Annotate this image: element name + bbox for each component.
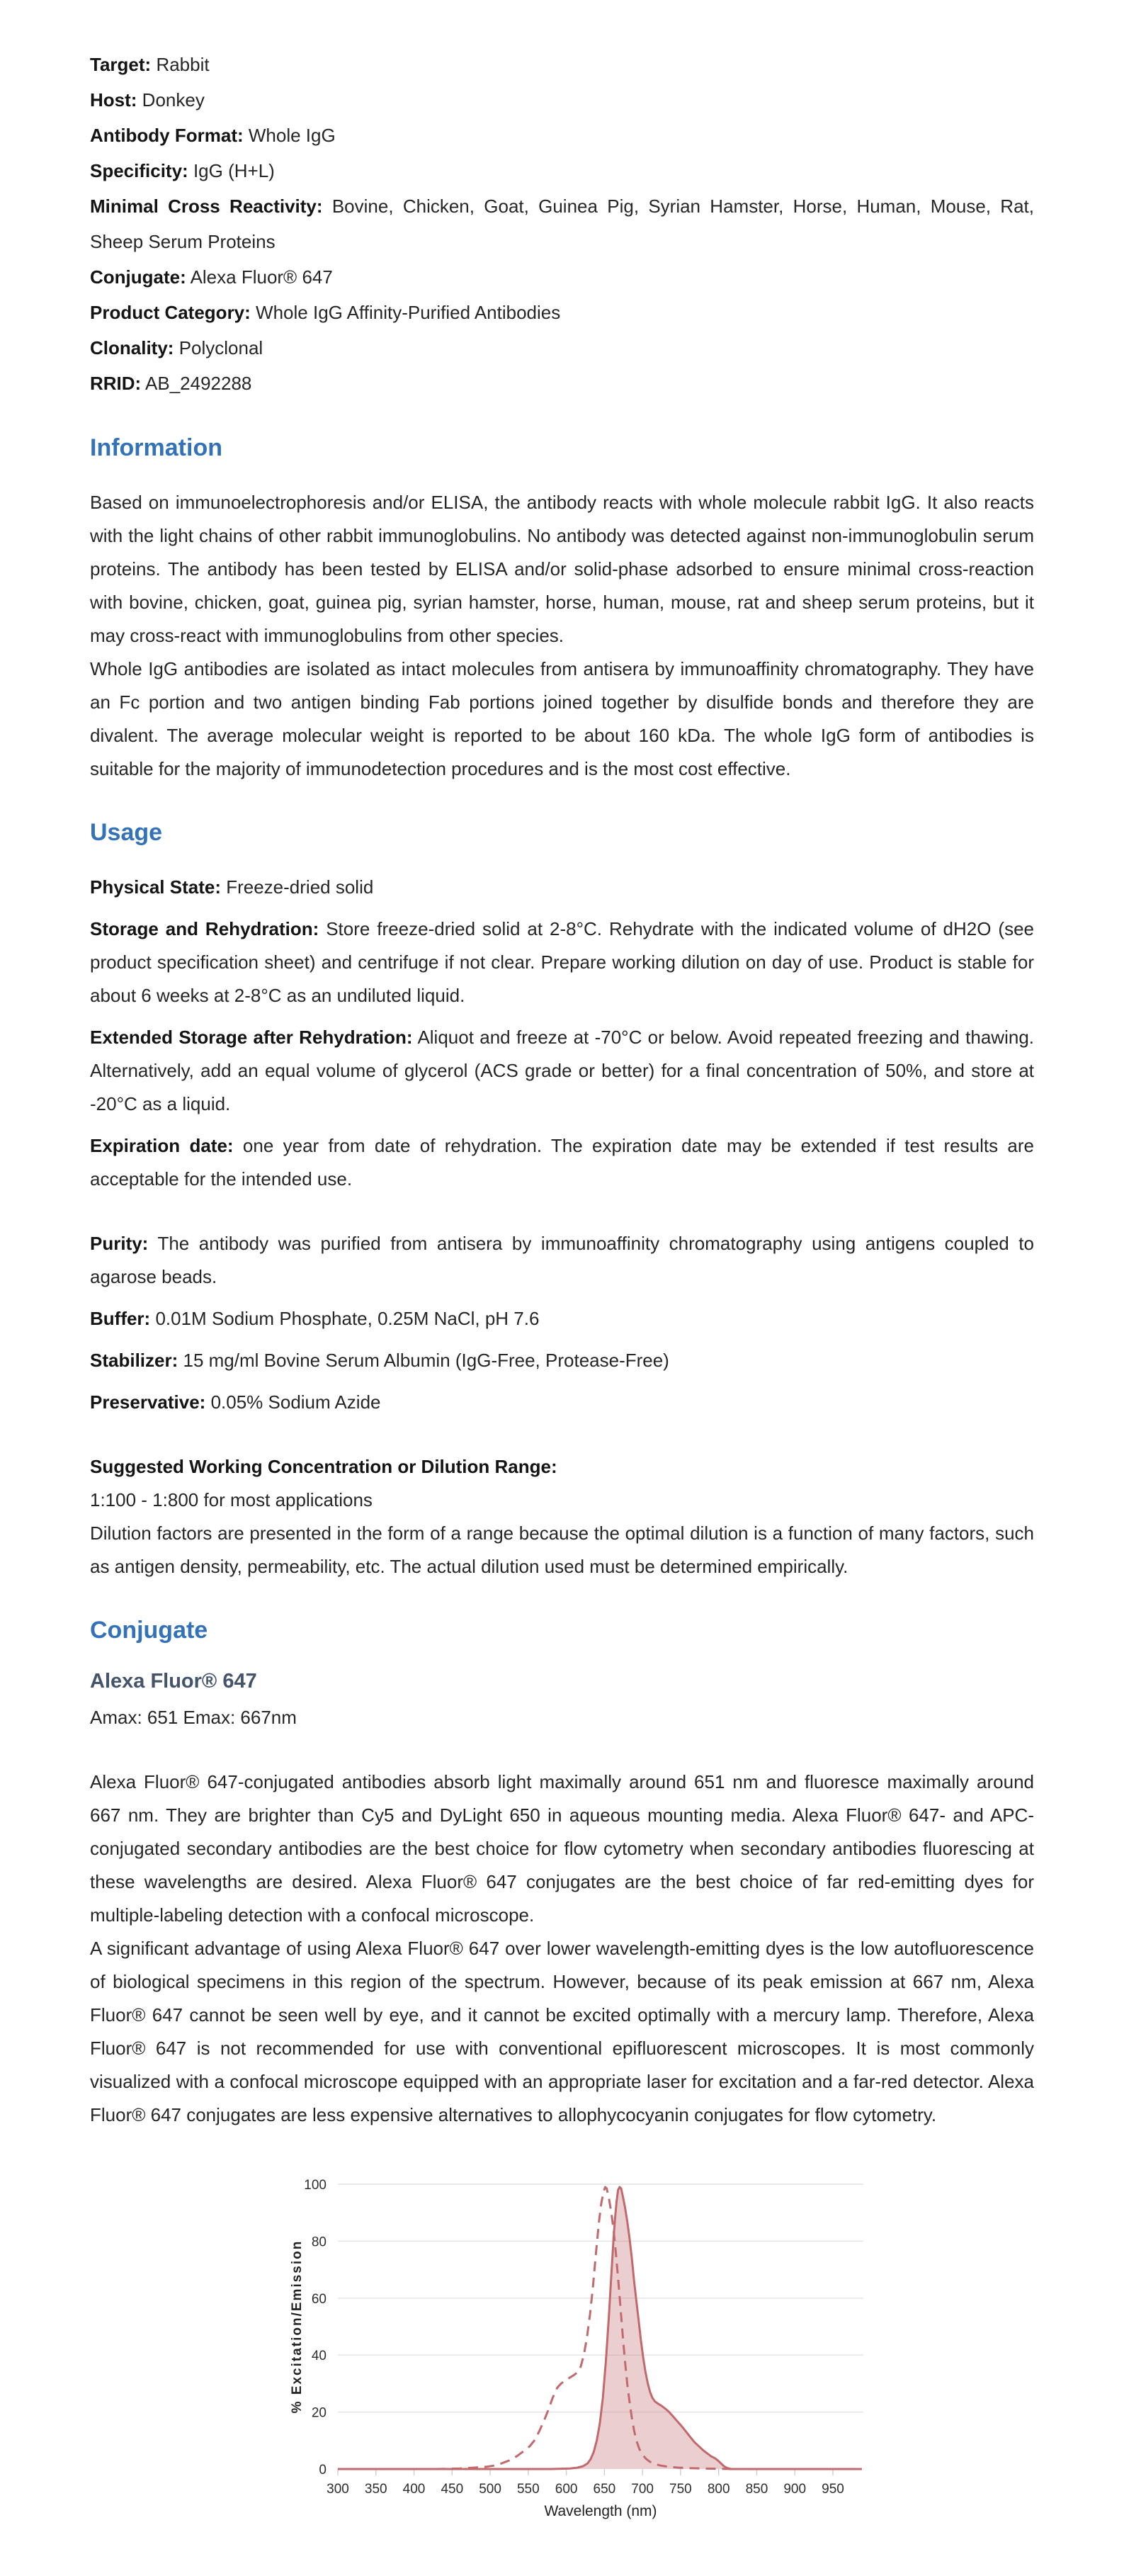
y-tick-label: 80: [311, 2235, 327, 2250]
spec-value: Bovine, Chicken, Goat, Guinea Pig, Syrian Hamster, Horse, Human, Mouse, Rat, Sheep Serum Proteins: [90, 196, 1034, 252]
usage-label: Preservative:: [90, 1391, 206, 1413]
section-heading-conjugate: Conjugate: [90, 1617, 208, 1644]
y-tick-label: 40: [311, 2349, 327, 2364]
spec-label: Specificity:: [90, 160, 188, 181]
conjugate-paragraph: Alexa Fluor® 647-conjugated antibodies absorb light maximally around 651 nm and fluoresce maximally around 667 nm. They are brighter than Cy5 and DyLight 650 in aqueous mounting media. Alexa Fluor® 647- and APC-conjugated secondary antibodies are the best choice for flow cytometry when secondary antibodies fluorescing at these wavelengths are desired. Alexa Fluor® 647 conjugates are the best choice of far red-emitting dyes for multiple-labeling detection with a confocal microscope.: [90, 1771, 1034, 1926]
x-tick-label: 700: [631, 2482, 654, 2497]
spec-row-specificity: [90, 153, 1034, 188]
y-tick-label: 60: [311, 2291, 327, 2307]
information-paragraph: Based on immunoelectrophoresis and/or ELISA, the antibody reacts with whole molecule rabbit IgG. It also reacts with the light chains of other rabbit immunoglobulins. No antibody was detected against non-immunoglobulin serum proteins. The antibody has been tested by ELISA and/or solid-phase adsorbed to ensure minimal cross-reaction with bovine, chicken, goat, guinea pig, syrian hamster, horse, human, mouse, rat and sheep serum proteins, but it may cross-react with immunoglobulins from other species.: [90, 492, 1034, 646]
usage-value: 0.01M Sodium Phosphate, 0.25M NaCl, pH 7.6: [155, 1308, 540, 1329]
usage-item-buffer: [90, 1302, 1034, 1335]
emission-curve: [338, 2187, 862, 2469]
usage-item-extended-storage: [90, 1021, 1034, 1121]
x-tick-label: 850: [745, 2482, 768, 2497]
usage-label: Stabilizer:: [90, 1350, 178, 1371]
x-tick-label: 650: [593, 2482, 616, 2497]
spec-value: AB_2492288: [145, 373, 252, 394]
spec-row-product-category: [90, 295, 1034, 330]
section-heading-usage: Usage: [90, 819, 163, 846]
x-tick-label: 750: [669, 2482, 692, 2497]
conjugate-subheading: Alexa Fluor® 647: [90, 1670, 257, 1693]
usage-item-stabilizer: [90, 1344, 1034, 1377]
spec-row-host: [90, 82, 1034, 118]
y-tick-label: 100: [304, 2178, 327, 2193]
spec-row-target: [90, 47, 1034, 82]
spec-label: Clonality:: [90, 337, 174, 358]
usage-value: 15 mg/ml Bovine Serum Albumin (IgG-Free, Protease-Free): [183, 1350, 669, 1371]
x-tick-label: 400: [402, 2482, 426, 2497]
usage-value: Aliquot and freeze at -70°C or below. Avoid repeated freezing and thawing. Alternatively, add an equal volume of glycerol (ACS grade or better) for a final concentration of 50%, and store at -20°C as a liquid.: [90, 1027, 1034, 1114]
usage-value: The antibody was purified from antisera by immunoaffinity chromatography using antigens coupled to agarose beads.: [90, 1233, 1034, 1287]
dilution-range-heading: Suggested Working Concentration or Dilution Range:: [90, 1456, 557, 1477]
spec-label: Conjugate:: [90, 266, 186, 288]
spec-label: Host:: [90, 89, 137, 111]
spec-label: Minimal Cross Reactivity:: [90, 196, 323, 217]
spec-row-rrid: [90, 366, 1034, 401]
spec-label: Target:: [90, 54, 152, 75]
y-axis-label: % Excitation/Emission: [290, 2239, 305, 2414]
usage-item-expiration-date: [90, 1129, 1034, 1196]
x-tick-label: 800: [707, 2482, 730, 2497]
x-tick-label: 300: [327, 2482, 349, 2497]
usage-value: 0.05% Sodium Azide: [210, 1391, 381, 1413]
dilution-range-note: Dilution factors are presented in the form of a range because the optimal dilution is a function of many factors, such as antigen density, permeability, etc. The actual dilution used must be determined empirically.: [90, 1523, 1034, 1577]
usage-section: [90, 871, 1034, 1583]
spec-value: Whole IgG Affinity-Purified Antibodies: [256, 302, 561, 323]
section-heading-information: Information: [90, 434, 222, 461]
x-axis-label: Wavelength (nm): [544, 2503, 657, 2519]
usage-value: Store freeze-dried solid at 2-8°C. Rehydrate with the indicated volume of dH2O (see product specification sheet) and centrifuge if not clear. Prepare working dilution on day of use. Product is stable for about 6 weeks at 2-8°C as an undiluted liquid.: [90, 918, 1034, 1006]
dilution-range-value: 1:100 - 1:800 for most applications: [90, 1489, 373, 1510]
spec-row-conjugate: [90, 259, 1034, 295]
y-tick-label: 20: [311, 2405, 327, 2421]
usage-value: Freeze-dried solid: [226, 876, 374, 898]
spec-row-antibody-format: [90, 118, 1034, 153]
spec-label: RRID:: [90, 373, 142, 394]
x-tick-label: 900: [783, 2482, 807, 2497]
usage-label: Buffer:: [90, 1308, 151, 1329]
x-tick-label: 950: [822, 2482, 844, 2497]
usage-item-preservative: [90, 1386, 1034, 1419]
spec-row-clonality: [90, 330, 1034, 366]
usage-label: Physical State:: [90, 876, 221, 898]
x-tick-label: 500: [479, 2482, 501, 2497]
usage-label: Extended Storage after Rehydration:: [90, 1027, 413, 1048]
spec-value: Alexa Fluor® 647: [190, 266, 333, 288]
information-paragraph: Whole IgG antibodies are isolated as intact molecules from antisera by immunoaffinity chromatography. They have an Fc portion and two antigen binding Fab portions joined together by disulfide bonds and therefore they are divalent. The average molecular weight is reported to be about 160 kDa. The whole IgG form of antibodies is suitable for the majority of immunodetection procedures and is the most cost effective.: [90, 658, 1034, 779]
x-tick-label: 350: [364, 2482, 387, 2497]
conjugate-paragraph: A significant advantage of using Alexa Fluor® 647 over lower wavelength-emitting dyes is the low autofluorescence of biological specimens in this region of the spectrum. However, because of its peak emission at 667 nm, Alexa Fluor® 647 cannot be seen well by eye, and it cannot be excited optimally with a mercury lamp. Therefore, Alexa Fluor® 647 is not recommended for use with conventional epifluorescent microscopes. It is most commonly visualized with a confocal microscope equipped with an appropriate laser for excitation and a far-red detector. Alexa Fluor® 647 conjugates are less expensive alternatives to allophycocyanin conjugates for flow cytometry.: [90, 1938, 1034, 2125]
spectra-chart-svg: [288, 2150, 883, 2547]
spec-value: Donkey: [142, 89, 205, 111]
spec-value: Polyclonal: [178, 337, 263, 358]
usage-label: Expiration date:: [90, 1135, 234, 1156]
usage-label: Purity:: [90, 1233, 149, 1254]
spec-row-cross-reactivity: [90, 188, 1034, 259]
usage-item-purity: [90, 1227, 1034, 1294]
usage-value: one year from date of rehydration. The expiration date may be extended if test results are acceptable for the intended use.: [90, 1135, 1034, 1190]
spec-value: Whole IgG: [248, 125, 336, 146]
spec-value: IgG (H+L): [193, 160, 275, 181]
spec-label: Product Category:: [90, 302, 251, 323]
spec-value: Rabbit: [156, 54, 210, 75]
usage-item-storage-rehydration: [90, 913, 1034, 1012]
spectra-chart: [288, 2150, 1034, 2547]
x-tick-label: 600: [555, 2482, 578, 2497]
conjugate-section: [90, 1668, 1034, 2132]
x-tick-label: 450: [441, 2482, 464, 2497]
spec-label: Antibody Format:: [90, 125, 244, 146]
spec-list: [90, 47, 1034, 401]
usage-item-physical-state: [90, 871, 1034, 904]
usage-label: Storage and Rehydration:: [90, 918, 319, 939]
information-section: [90, 486, 1034, 786]
y-tick-label: 0: [319, 2463, 327, 2478]
conjugate-spec-line: Amax: 651 Emax: 667nm: [90, 1707, 297, 1728]
x-tick-label: 550: [516, 2482, 540, 2497]
